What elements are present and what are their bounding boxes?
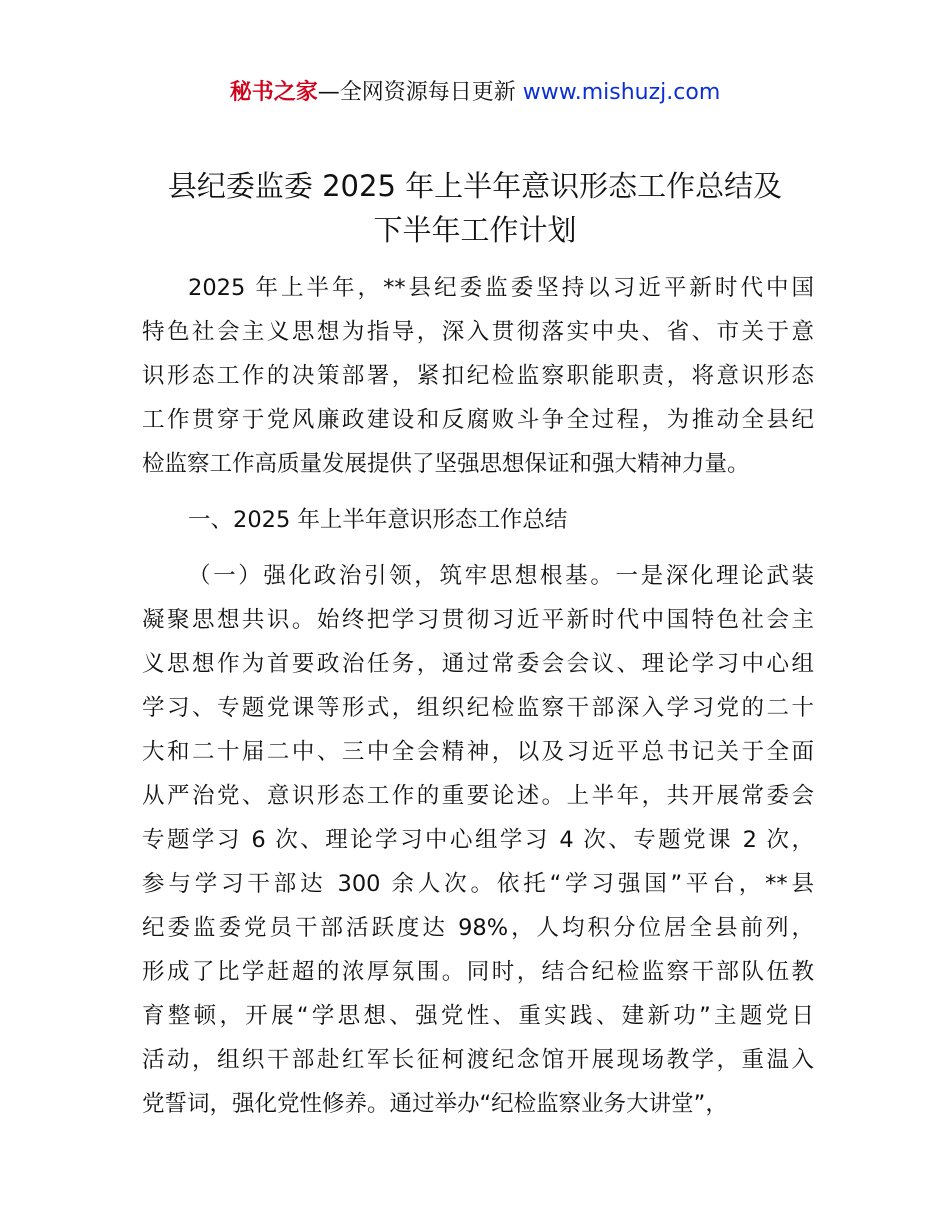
site-header xyxy=(0,76,950,110)
section-heading xyxy=(142,498,814,542)
document-body xyxy=(142,266,814,1126)
paragraph-line: 党誓词，强化党性修养。通过举办“纪检监察业务大讲堂”， xyxy=(142,1091,728,1117)
paragraph-line: 检监察工作高质量发展提供了坚强思想保证和强大精神力量。 xyxy=(142,451,750,477)
paragraph-line: （一）强化政治引领，筑牢思想根基。一是深化理论武装 xyxy=(188,563,814,589)
paragraph-line: 参与学习干部达 300 余人次。依托“学习强国”平台，**县 xyxy=(142,871,814,897)
paragraph-line: 形成了比学赶超的浓厚氛围。同时，结合纪检监察干部队伍教 xyxy=(142,959,814,985)
paragraph-line: 学习、专题党课等形式，组织纪检监察干部深入学习党的二十 xyxy=(142,695,814,721)
header-tagline: —全网资源每日更新 xyxy=(317,80,523,105)
brand-name: 秘书之家 xyxy=(229,80,318,105)
site-url-link[interactable]: www.mishuzj.com xyxy=(522,80,721,105)
paragraph-line: 育整顿，开展“学思想、强党性、重实践、建新功”主题党日 xyxy=(142,1003,814,1029)
paragraph-line: 专题学习 6 次、理论学习中心组学习 4 次、专题党课 2 次， xyxy=(142,827,814,853)
paragraph-line: 大和二十届二中、三中全会精神，以及习近平总书记关于全面 xyxy=(142,739,814,765)
paragraph-line: 识形态工作的决策部署，紧扣纪检监察职能职责，将意识形态 xyxy=(142,363,814,389)
document-title xyxy=(100,164,850,252)
section-heading-text: 一、2025 年上半年意识形态工作总结 xyxy=(188,507,568,533)
paragraph-line: 特色社会主义思想为指导，深入贯彻落实中央、省、市关于意 xyxy=(142,319,814,345)
title-line-2: 下半年工作计划 xyxy=(373,213,577,247)
paragraph-line: 义思想作为首要政治任务，通过常委会会议、理论学习中心组 xyxy=(142,651,814,677)
paragraph-line: 纪委监委党员干部活跃度达 98%，人均积分位居全县前列， xyxy=(142,915,814,941)
paragraph-section1-part1 xyxy=(142,554,814,1126)
paragraph-line: 工作贯穿于党风廉政建设和反腐败斗争全过程，为推动全县纪 xyxy=(142,407,814,433)
paragraph-line: 凝聚思想共识。始终把学习贯彻习近平新时代中国特色社会主 xyxy=(142,607,814,633)
paragraph-line: 活动，组织干部赴红军长征柯渡纪念馆开展现场教学，重温入 xyxy=(142,1047,814,1073)
paragraph-intro xyxy=(142,266,814,486)
title-line-1: 县纪委监委 2025 年上半年意识形态工作总结及 xyxy=(167,169,783,203)
paragraph-line: 2025 年上半年，**县纪委监委坚持以习近平新时代中国 xyxy=(188,275,814,301)
paragraph-line: 从严治党、意识形态工作的重要论述。上半年，共开展常委会 xyxy=(142,783,814,809)
